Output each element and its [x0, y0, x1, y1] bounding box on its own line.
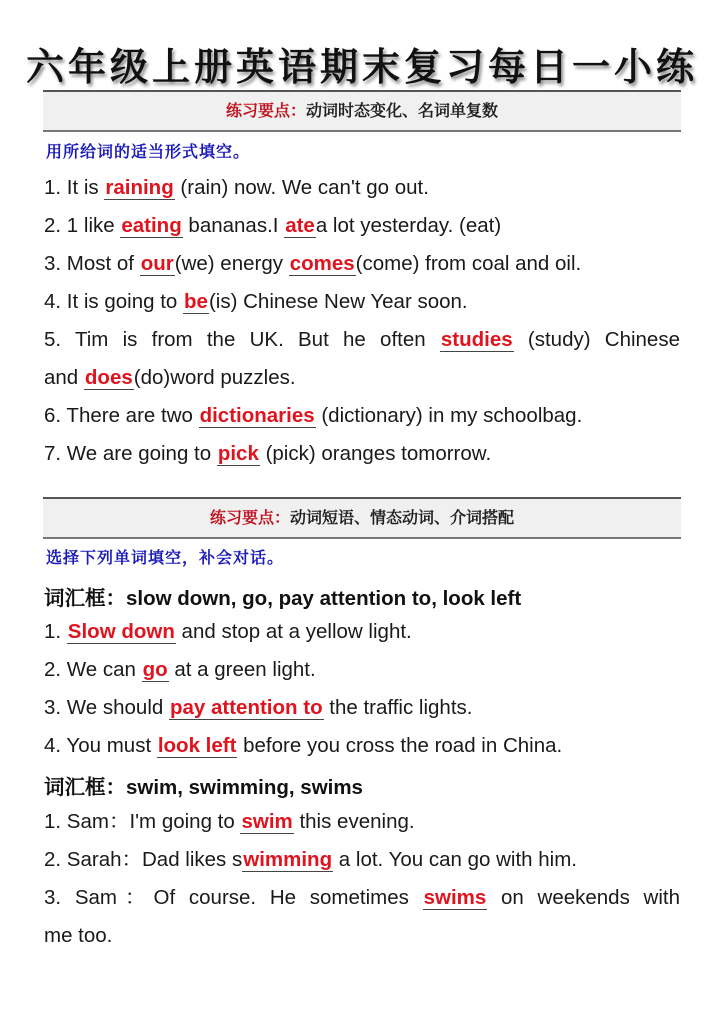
answer-blank: does: [84, 366, 133, 389]
dialogue-line: [44, 846, 680, 874]
vocab-box-2: [44, 770, 363, 800]
vocab-words: slow down, go, pay attention to, look left: [126, 587, 522, 610]
answer-blank: ate: [285, 214, 315, 237]
dialogue-line: [44, 884, 680, 912]
answer-blank: swim: [241, 810, 293, 833]
line-text: 1.: [44, 620, 67, 643]
answer-blank: our: [140, 252, 174, 275]
section2-instruction: 选择下列单词填空，补会对话。: [46, 548, 285, 567]
answer-blank: look left: [157, 734, 237, 757]
line-text: (rain) now. We can't go out.: [174, 176, 429, 199]
line-text: bananas.I: [182, 214, 285, 237]
answer-blank: comes: [289, 252, 355, 275]
line-text: (pick) oranges tomorrow.: [259, 442, 492, 465]
line-text: and stop at a yellow light.: [175, 620, 412, 643]
section2-band-label: 练习要点：: [209, 508, 290, 527]
section1-header-band: [43, 90, 681, 132]
answer-blank: swims: [423, 886, 487, 909]
line-text: 1. Sam：I'm going to: [44, 810, 241, 833]
line-text: (do)word puzzles.: [133, 366, 296, 389]
section1-instruction: 用所给词的适当形式填空。: [46, 142, 251, 161]
line-text: me too.: [44, 924, 113, 947]
line-text: a lot yesterday. (eat): [315, 214, 502, 237]
vocab-label: 词汇框：: [44, 775, 126, 799]
exercise-line: [44, 326, 680, 354]
line-text: 7. We are going to: [44, 442, 217, 465]
line-text: before you cross the road in China.: [237, 734, 563, 757]
exercise-line: [44, 402, 680, 430]
section1-band-label: 练习要点：: [225, 101, 306, 120]
line-text: at a green light.: [168, 658, 316, 681]
answer-blank: pay attention to: [169, 696, 323, 719]
exercise-line: [44, 732, 680, 760]
section1-band-topics: 动词时态变化、名词单复数: [306, 101, 499, 120]
line-text: 3. Sam：Of course. He sometimes: [44, 886, 423, 909]
line-text: 4. It is going to: [44, 290, 184, 313]
dialogue-line: [44, 922, 680, 950]
line-text: (come) from coal and oil.: [355, 252, 582, 275]
line-text: 6. There are two: [44, 404, 199, 427]
line-text: (we) energy: [174, 252, 289, 275]
answer-blank: Slow down: [67, 620, 175, 643]
line-text: the traffic lights.: [323, 696, 473, 719]
exercise-line: [44, 440, 680, 468]
line-text: 5. Tim is from the UK. But he often: [44, 328, 440, 351]
line-text: (is) Chinese New Year soon.: [208, 290, 468, 313]
line-text: 1. It is: [44, 176, 105, 199]
answer-blank: studies: [440, 328, 513, 351]
line-text: 2. Sarah：Dad likes s: [44, 848, 243, 871]
exercise-line: [44, 288, 680, 316]
answer-blank: be: [184, 290, 208, 313]
dialogue-line: [44, 808, 680, 836]
line-text: this evening.: [293, 810, 415, 833]
exercise-line: [44, 656, 680, 684]
line-text: on weekends with: [487, 886, 680, 909]
line-text: a lot. You can go with him.: [333, 848, 577, 871]
exercise-line: [44, 364, 680, 392]
exercise-line: [44, 618, 680, 646]
answer-blank: wimming: [243, 848, 333, 871]
section2-header-band: [43, 497, 681, 539]
answer-blank: go: [142, 658, 168, 681]
answer-blank: dictionaries: [199, 404, 315, 427]
vocab-box-1: [44, 581, 521, 611]
line-text: 2. 1 like: [44, 214, 121, 237]
exercise-line: [44, 694, 680, 722]
line-text: 4. You must: [44, 734, 157, 757]
section2-band-topics: 动词短语、情态动词、介词搭配: [290, 508, 515, 527]
exercise-line: [44, 212, 680, 240]
line-text: (study) Chinese: [513, 328, 680, 351]
page-title: 六年级上册英语期末复习每日一小练: [25, 45, 698, 89]
vocab-words: swim, swimming, swims: [126, 776, 363, 799]
line-text: 2. We can: [44, 658, 142, 681]
answer-blank: pick: [217, 442, 259, 465]
answer-blank: raining: [105, 176, 174, 199]
line-text: 3. Most of: [44, 252, 140, 275]
line-text: (dictionary) in my schoolbag.: [315, 404, 583, 427]
exercise-line: [44, 174, 680, 202]
answer-blank: eating: [121, 214, 182, 237]
vocab-label: 词汇框：: [44, 586, 126, 610]
line-text: and: [44, 366, 84, 389]
line-text: 3. We should: [44, 696, 169, 719]
exercise-line: [44, 250, 680, 278]
